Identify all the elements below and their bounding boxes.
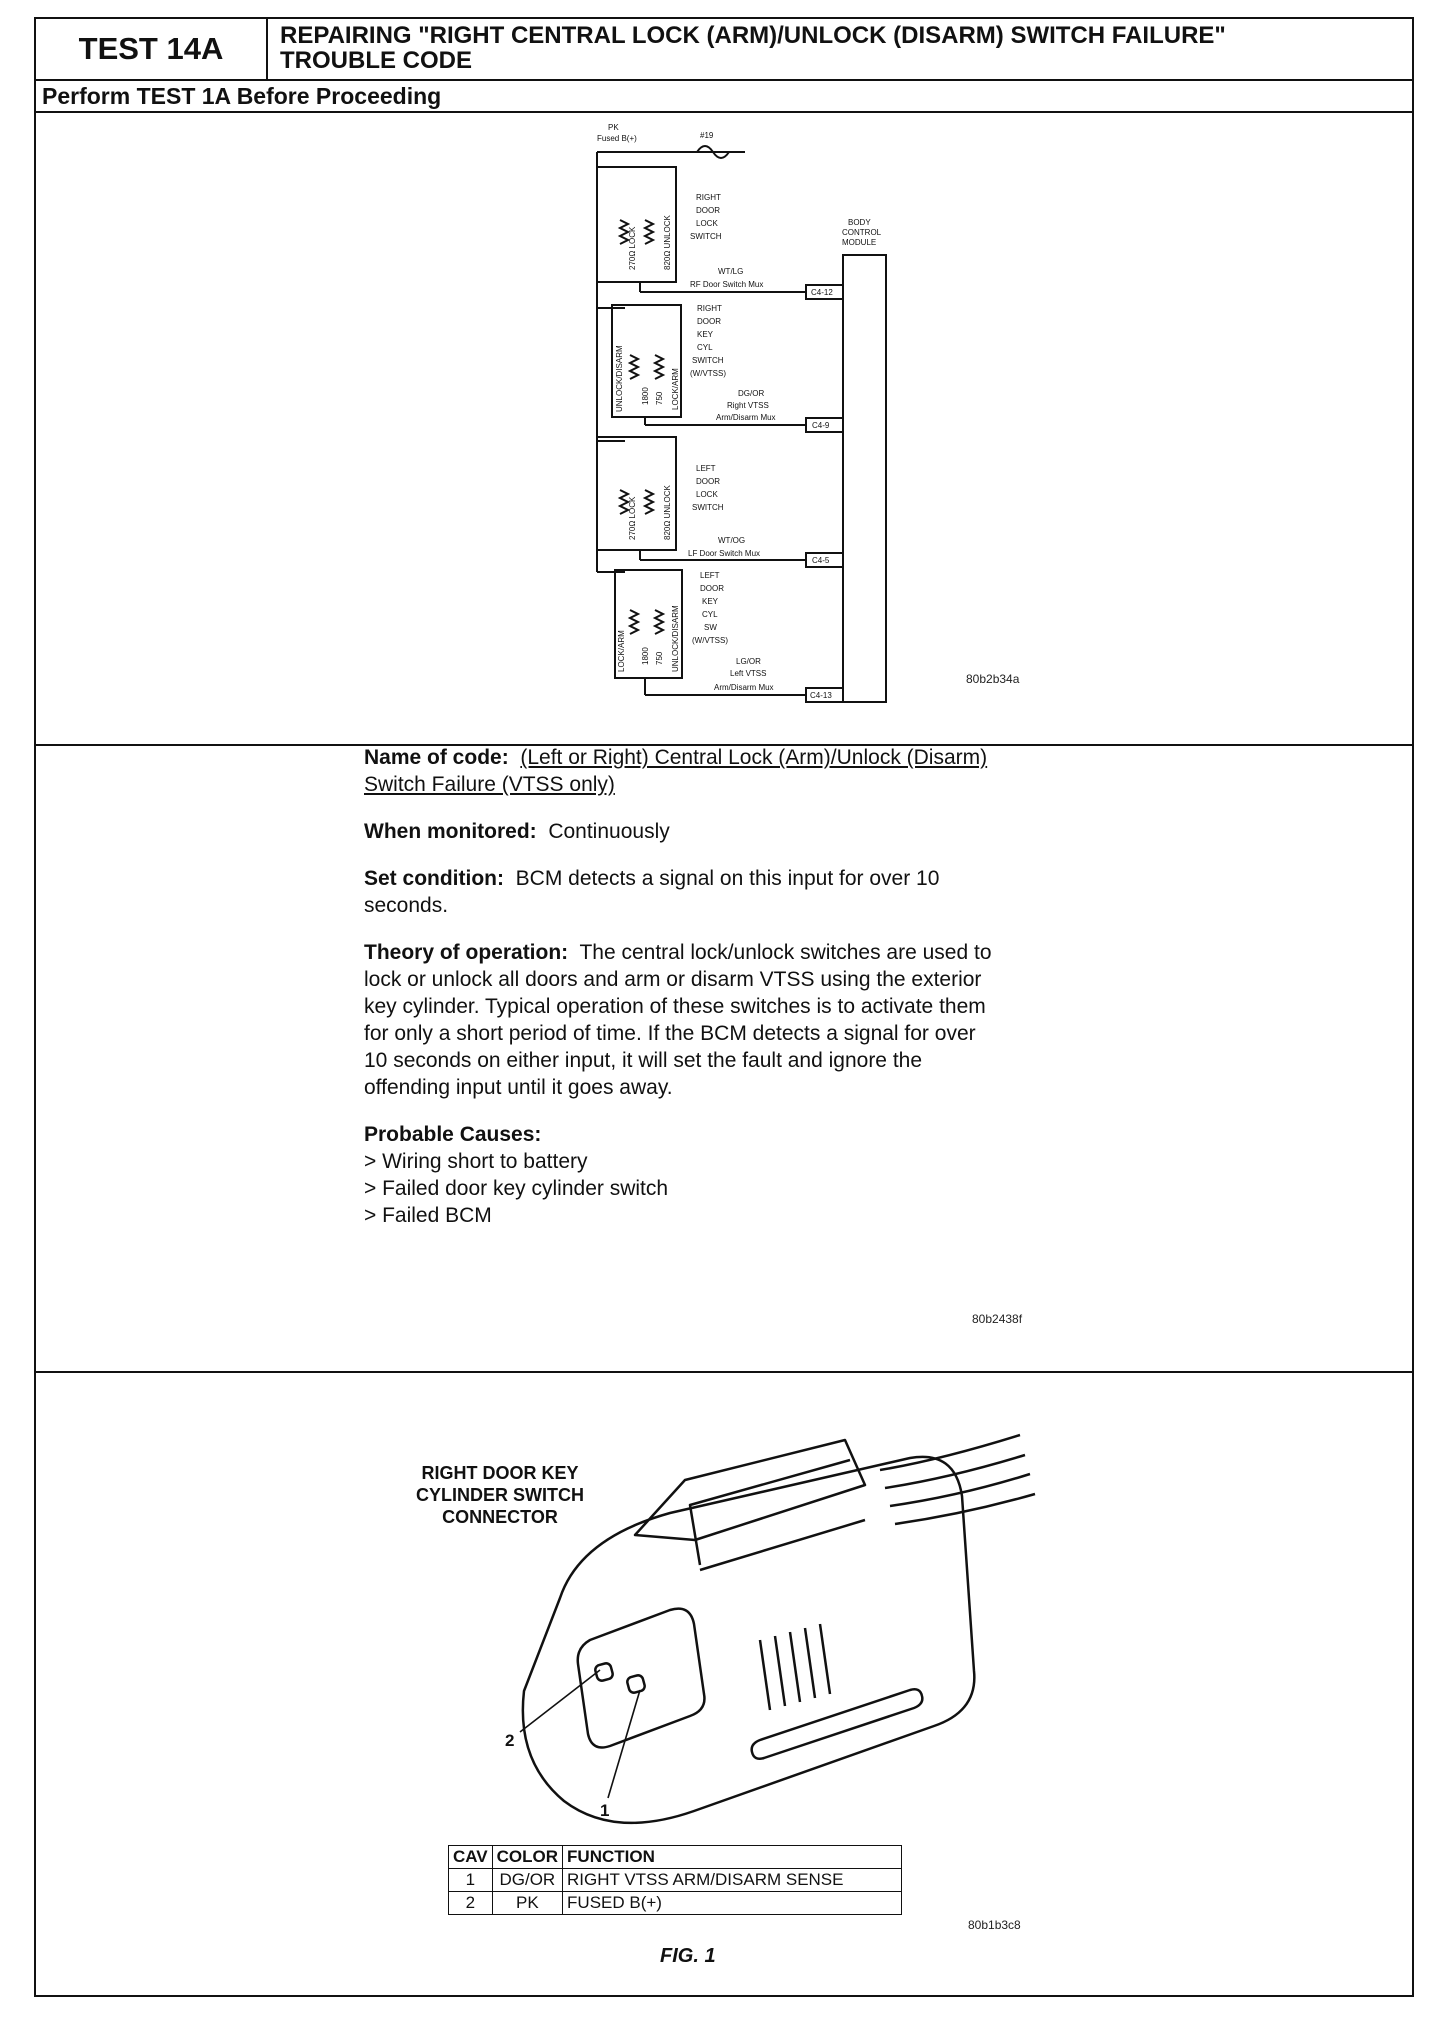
col-cav: CAV — [449, 1846, 493, 1869]
cell-cav: 1 — [449, 1869, 493, 1892]
rdls-label-1: DOOR — [696, 206, 720, 215]
col-color: COLOR — [492, 1846, 562, 1869]
ldls-label-1: DOOR — [696, 477, 720, 486]
wire4-color: LG/OR — [736, 657, 761, 666]
cell-color: PK — [492, 1892, 562, 1915]
wire3-color: WT/OG — [718, 536, 746, 545]
set-value: BCM detects a signal on this input for over 10 seconds. — [364, 867, 940, 917]
l-cyl-label-2: 750 — [655, 651, 664, 665]
module-line2: CONTROL — [842, 228, 882, 237]
r-cyl-label-1: 1800 — [641, 387, 650, 405]
module-line1: BODY — [848, 218, 871, 227]
callout-1: 1 — [600, 1801, 610, 1820]
top-wire-color: PK — [608, 123, 619, 132]
wire2-color: DG/OR — [738, 389, 765, 398]
cause-item: > Failed door key cylinder switch — [364, 1177, 669, 1200]
lkcs-label-0: LEFT — [700, 571, 720, 580]
name-label: Name of code: — [364, 746, 509, 769]
col-function: FUNCTION — [563, 1846, 902, 1869]
connector-title-line3: CONNECTOR — [442, 1507, 558, 1527]
lkcs-label-3: CYL — [702, 610, 718, 619]
lkcs-label-5: (W/VTSS) — [692, 636, 728, 645]
table-row — [449, 1892, 902, 1915]
ldls-label-0: LEFT — [696, 464, 716, 473]
callout-2: 2 — [505, 1731, 515, 1750]
cause-item: > Wiring short to battery — [364, 1150, 588, 1173]
r-switch-label-0: 270Ω LOCK — [628, 226, 637, 270]
top-wire-label: Fused B(+) — [597, 134, 637, 143]
rkcs-label-5: (W/VTSS) — [690, 369, 726, 378]
rkcs-label-2: KEY — [697, 330, 714, 339]
l-cyl-label-1: 1800 — [641, 647, 650, 665]
figure-label: FIG. 1 — [660, 1945, 716, 1967]
lkcs-label-2: KEY — [702, 597, 719, 606]
schematic-ref-code: 80b2b34a — [966, 672, 1020, 686]
fuse-label: #19 — [700, 131, 714, 140]
rdls-label-0: RIGHT — [696, 193, 721, 202]
causes-label: Probable Causes: — [364, 1123, 542, 1146]
prerequisite: Perform TEST 1A Before Proceeding — [36, 79, 1412, 113]
monitored-value: Continuously — [548, 820, 670, 843]
set-label: Set condition: — [364, 867, 504, 890]
description-ref-code: 80b2438f — [972, 1312, 1023, 1326]
rkcs-label-0: RIGHT — [697, 304, 722, 313]
wire4-name2: Arm/Disarm Mux — [714, 683, 774, 692]
table-header-row — [449, 1846, 902, 1869]
theory-value: The central lock/unlock switches are used to lock or unlock all doors and arm or disarm VTSS using the exterior key cylinder. Typical operation of these switches is to activate them for only a short period of time. If the BCM detects a signal for over 10 seconds on either input, it will set the fault and ignore the offending input until it goes away. — [364, 941, 992, 1099]
cell-color: DG/OR — [492, 1869, 562, 1892]
r-cyl-label-3: LOCK/ARM — [671, 368, 680, 410]
r-cyl-label-0: UNLOCK/DISARM — [615, 345, 624, 412]
l-cyl-label-0: LOCK/ARM — [617, 630, 626, 672]
test-id: TEST 14A — [36, 19, 268, 79]
connector-title-line1: RIGHT DOOR KEY — [421, 1463, 579, 1483]
l-switch-label-1: 820Ω UNLOCK — [663, 485, 672, 540]
rdls-label-2: LOCK — [696, 219, 718, 228]
r-switch-label-1: 820Ω UNLOCK — [663, 215, 672, 270]
rdls-label-3: SWITCH — [690, 232, 722, 241]
title-line-1: REPAIRING "RIGHT CENTRAL LOCK (ARM)/UNLOCK (DISARM) SWITCH FAILURE" — [280, 22, 1226, 49]
connector-title-line2: CYLINDER SWITCH — [416, 1485, 584, 1505]
r-cyl-label-2: 750 — [655, 391, 664, 405]
monitored-label: When monitored: — [364, 820, 537, 843]
wire2-name2: Arm/Disarm Mux — [716, 413, 776, 422]
lkcs-label-4: SW — [704, 623, 717, 632]
rkcs-label-3: CYL — [697, 343, 713, 352]
connector-ref-code: 80b1b3c8 — [968, 1918, 1021, 1932]
wire2-pin: C4-9 — [812, 421, 830, 430]
wire1-color: WT/LG — [718, 267, 744, 276]
wire3-pin: C4-5 — [812, 556, 830, 565]
lkcs-label-1: DOOR — [700, 584, 724, 593]
cell-function: RIGHT VTSS ARM/DISARM SENSE — [563, 1869, 902, 1892]
wire4-name: Left VTSS — [730, 669, 767, 678]
table-row — [449, 1869, 902, 1892]
title-line-2: TROUBLE CODE — [280, 47, 472, 74]
module-line3: MODULE — [842, 238, 877, 247]
ldls-label-3: SWITCH — [692, 503, 724, 512]
ldls-label-2: LOCK — [696, 490, 718, 499]
wire4-pin: C4-13 — [810, 691, 832, 700]
cause-item: > Failed BCM — [364, 1204, 492, 1227]
wire2-name: Right VTSS — [727, 401, 769, 410]
wire1-name: RF Door Switch Mux — [690, 280, 764, 289]
theory-label: Theory of operation: — [364, 941, 569, 964]
cell-cav: 2 — [449, 1892, 493, 1915]
cavity-table — [448, 1845, 902, 1915]
l-switch-label-0: 270Ω LOCK — [628, 496, 637, 540]
name-value: (Left or Right) Central Lock (Arm)/Unlock (Disarm) Switch Failure (VTSS only) — [364, 746, 988, 796]
wire1-pin: C4-12 — [811, 288, 833, 297]
l-cyl-label-3: UNLOCK/DISARM — [671, 605, 680, 672]
wire3-name: LF Door Switch Mux — [688, 549, 761, 558]
rkcs-label-1: DOOR — [697, 317, 721, 326]
cell-function: FUSED B(+) — [563, 1892, 902, 1915]
rkcs-label-4: SWITCH — [692, 356, 724, 365]
